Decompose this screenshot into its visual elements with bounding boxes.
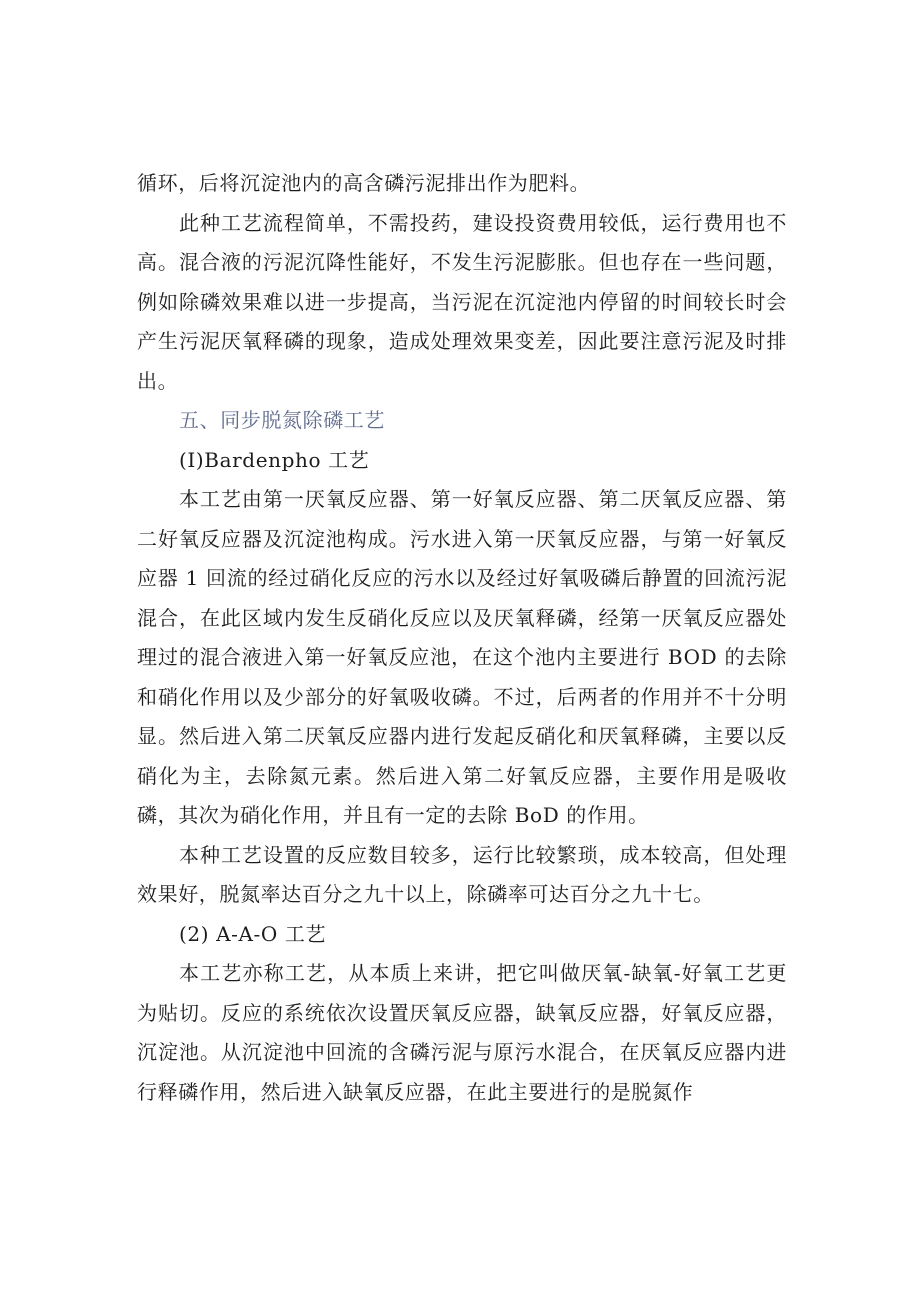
document-body (137, 164, 787, 1112)
section-heading: 五、同步脱氮除磷工艺 (179, 408, 385, 432)
paragraph-process-evaluation: 此种工艺流程简单，不需投药，建设投资费用较低，运行费用也不高。混合液的污泥沉降性能好，不发生污泥膨胀。但也存在一些问题，例如除磷效果难以进一步提高，当污泥在沉淀池内停留的时间较长时会产生污泥厌氧释磷的现象，造成处理效果变差，因此要注意污泥及时排出。 (137, 210, 787, 393)
subsection-heading-bardenpho: (I)Bardenpho 工艺 (179, 447, 370, 472)
paragraph-aao-description: 本工艺亦称工艺，从本质上来讲，把它叫做厌氧-缺氧-好氧工艺更为贴切。反应的系统依次设置厌氧反应器，缺氧反应器，好氧反应器，沉淀池。从沉淀池中回流的含磷污泥与原污水混合，在厌氧反应器内进行释磷作用，然后进入缺氧反应器，在此主要进行的是脱氮作 (137, 961, 787, 1104)
paragraph-bardenpho-evaluation: 本种工艺设置的反应数目较多，运行比较繁琐，成本较高，但处理效果好，脱氮率达百分之九十以上，除磷率可达百分之九十七。 (137, 842, 787, 906)
subsection-heading-aao: (2) A-A-O 工艺 (179, 921, 327, 946)
paragraph-bardenpho-description: 本工艺由第一厌氧反应器、第一好氧反应器、第二厌氧反应器、第二好氧反应器及沉淀池构成。污水进入第一厌氧反应器，与第一好氧反应器 1 回流的经过硝化反应的污水以及经过好氧吸磷后静置的回流污泥混合，在此区域内发生反硝化反应以及厌氧释磷，经第一厌氧反应器处理过的混合液进入第一好氧反应池，在这个池内主要进行 BOD 的去除和硝化作用以及少部分的好氧吸收磷。不过，后两者的作用并不十分明显。然后进入第二厌氧反应器内进行发起反硝化和厌氧释磷，主要以反硝化为主，去除氮元素。然后进入第二好氧反应器，主要作用是吸收磷，其次为硝化作用，并且有一定的去除 BoD 的作用。 (137, 487, 787, 827)
paragraph-continuation: 循环，后将沉淀池内的高含磷污泥排出作为肥料。 (137, 171, 591, 195)
